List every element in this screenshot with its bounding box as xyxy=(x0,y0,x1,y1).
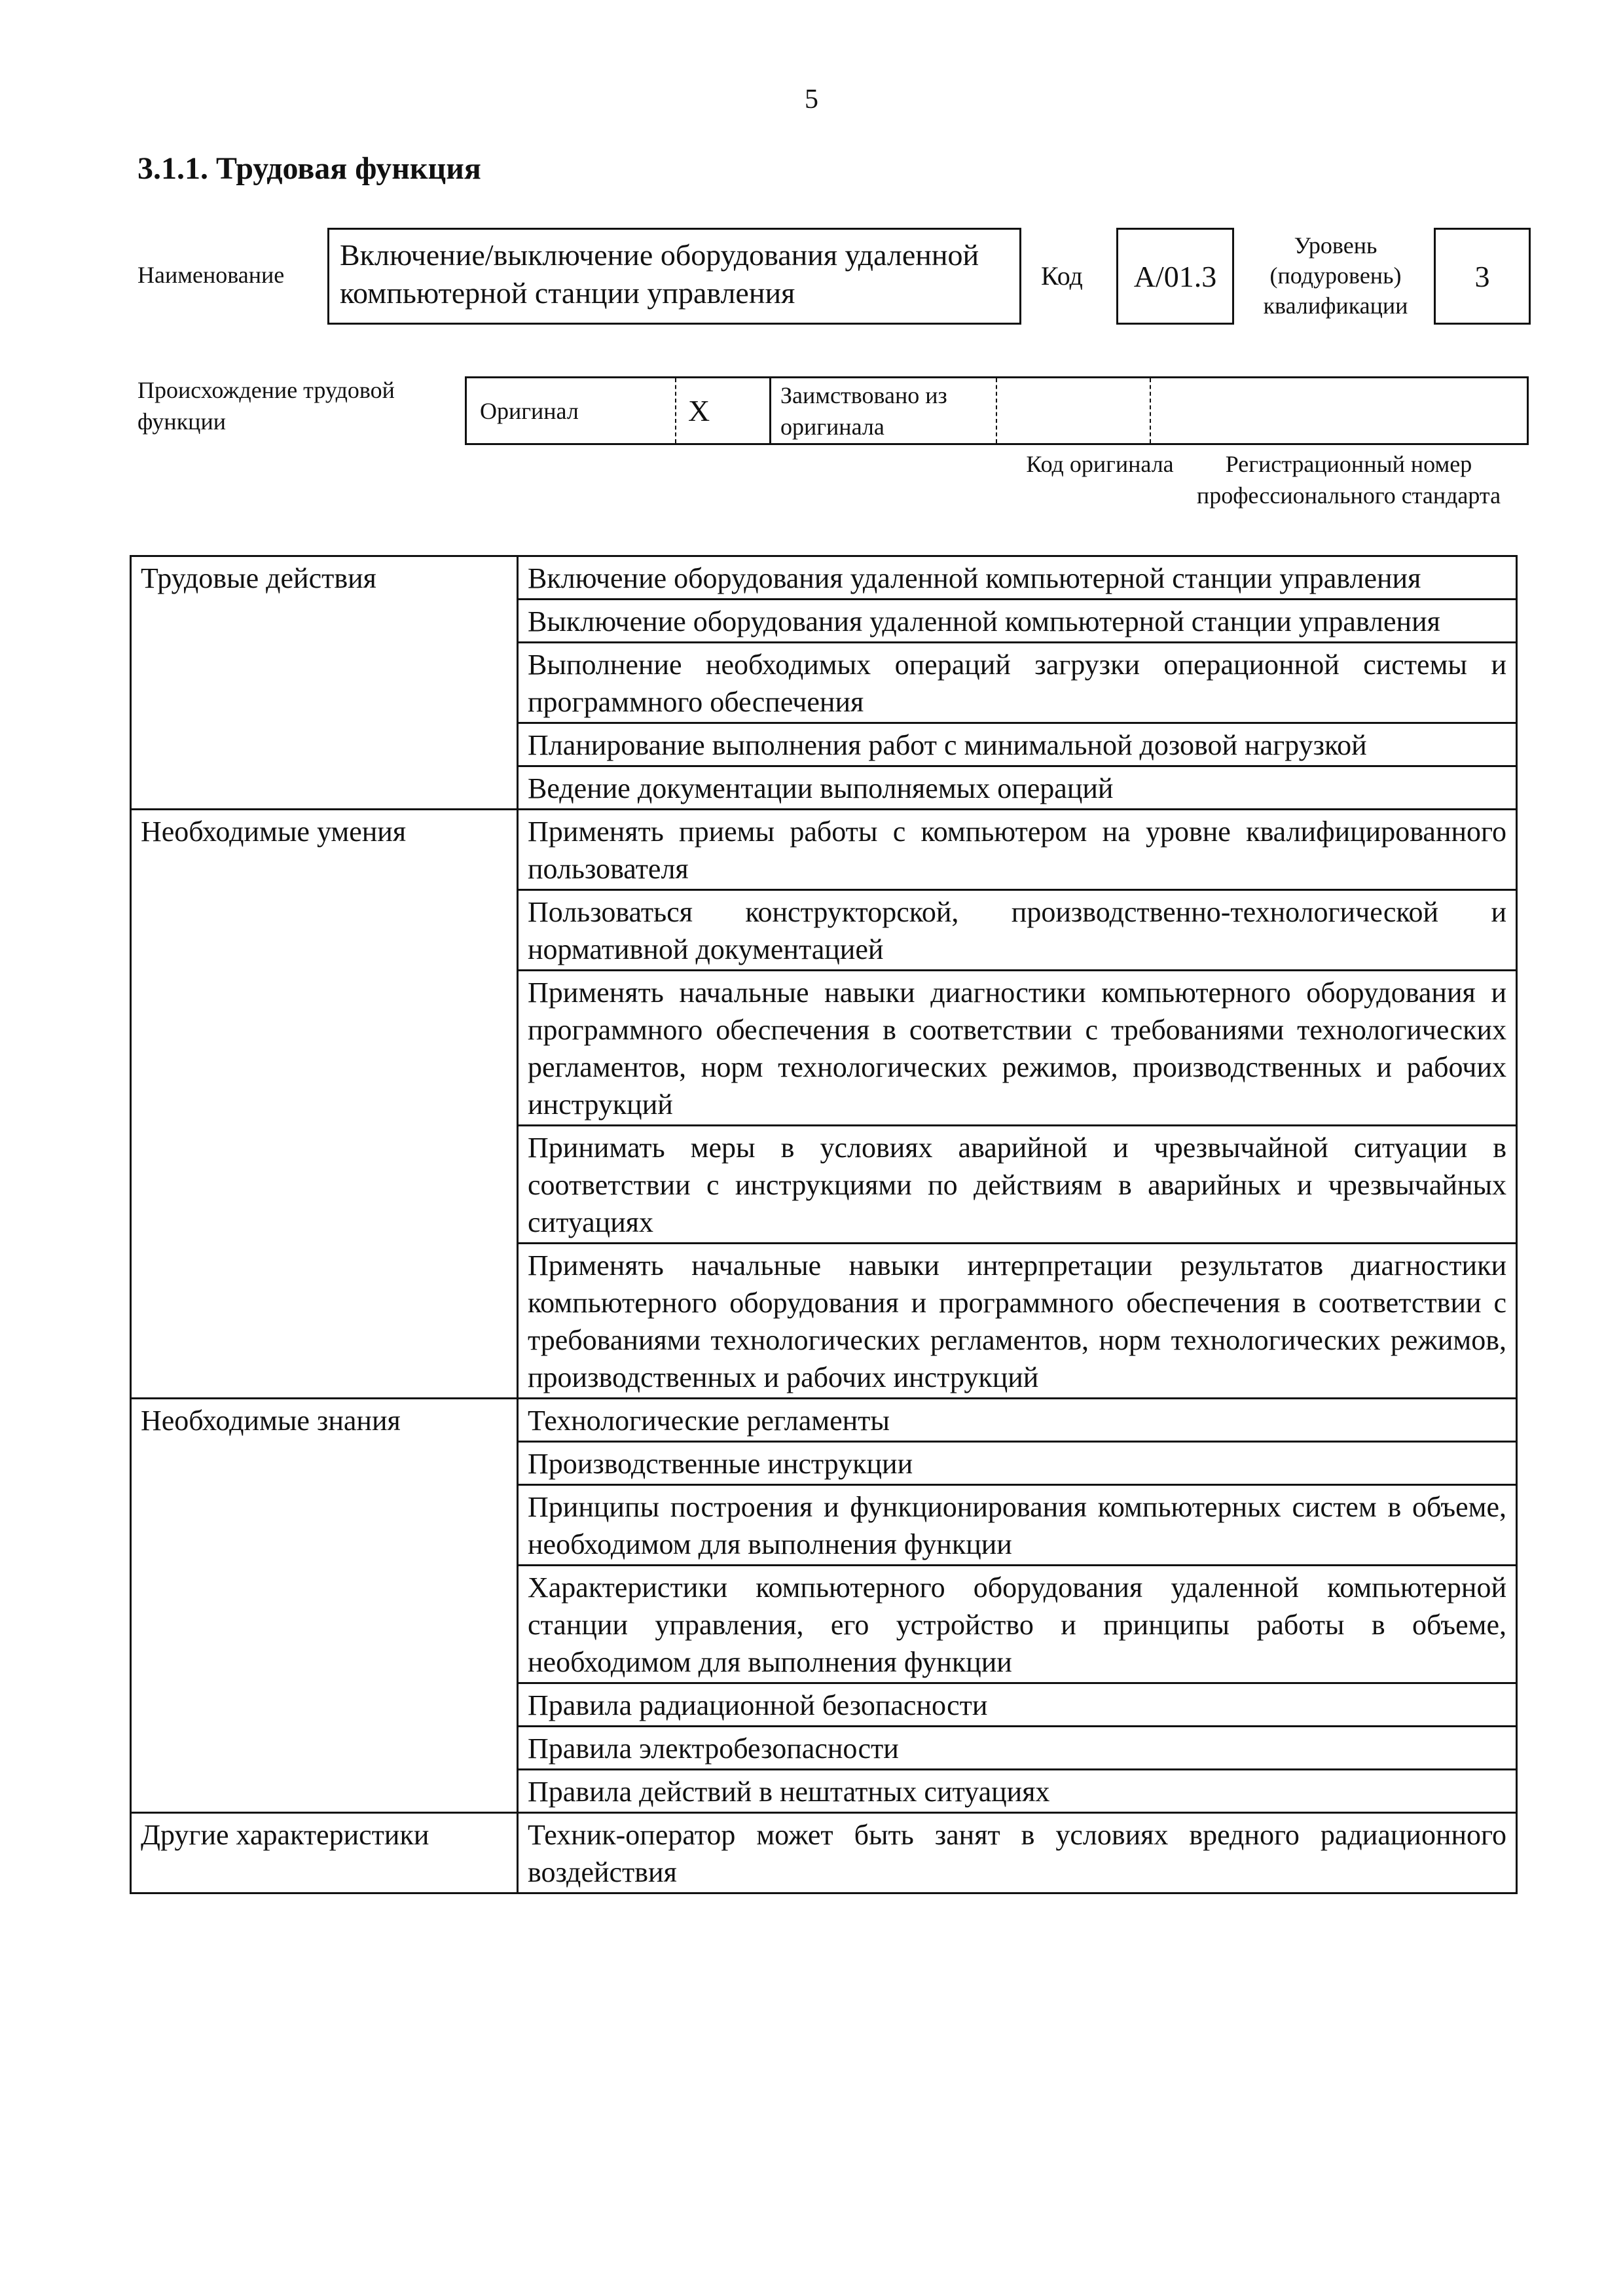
section-item: Технологические регламенты xyxy=(518,1399,1517,1442)
section-item: Включение оборудования удаленной компьютерной станции управления xyxy=(518,556,1517,600)
section-item: Ведение документации выполняемых операций xyxy=(518,766,1517,810)
name-label: Наименование xyxy=(137,262,285,288)
section-category: Другие характеристики xyxy=(131,1813,518,1893)
section-category: Необходимые умения xyxy=(131,810,518,1399)
section-item: Применять начальные навыки диагностики компьютерного оборудования и программного обеспечения в соответствии с требованиями технологических регламентов, норм технологических режимов, производственных и рабочих инструкций xyxy=(518,971,1517,1126)
origin-original-mark: X xyxy=(676,378,771,443)
table-row xyxy=(131,556,1517,600)
level-value: 3 xyxy=(1434,228,1531,325)
section-item: Выполнение необходимых операций загрузки операционной системы и программного обеспечения xyxy=(518,643,1517,723)
section-item: Применять начальные навыки интерпретации результатов диагностики компьютерного оборудования и программного обеспечения в соответствии с требованиями технологических регламентов, норм технологических режимов, производственных и рабочих инструкций xyxy=(518,1244,1517,1399)
section-item: Правила действий в нештатных ситуациях xyxy=(518,1770,1517,1813)
section-item: Техник-оператор может быть занят в условиях вредного радиационного воздействия xyxy=(518,1813,1517,1893)
origin-table xyxy=(465,376,1529,445)
section-category: Трудовые действия xyxy=(131,556,518,810)
section-item: Правила радиационной безопасности xyxy=(518,1683,1517,1727)
section-item: Производственные инструкции xyxy=(518,1442,1517,1485)
section-item: Выключение оборудования удаленной компьютерной станции управления xyxy=(518,600,1517,643)
table-row xyxy=(131,810,1517,890)
table-row xyxy=(131,1813,1517,1893)
origin-borrowed: Заимствовано из оригинала xyxy=(771,378,997,443)
section-item: Применять приемы работы с компьютером на уровне квалифицированного пользователя xyxy=(518,810,1517,890)
section-item: Планирование выполнения работ с минимальной дозовой нагрузкой xyxy=(518,723,1517,766)
origin-reg-caption: Регистрационный номер профессионального стандарта xyxy=(1196,451,1501,509)
page-number: 5 xyxy=(805,84,818,115)
name-value: Включение/выключение оборудования удаленной компьютерной станции управления xyxy=(327,228,1021,325)
section-item: Принимать меры в условиях аварийной и чрезвычайной ситуации в соответствии с инструкциями по действиям в аварийных и чрезвычайных ситуациях xyxy=(518,1126,1517,1244)
code-label: Код xyxy=(1041,261,1083,291)
origin-original: Оригинал xyxy=(467,378,676,443)
origin-reg-cell xyxy=(1151,378,1527,443)
section-title: 3.1.1. Трудовая функция xyxy=(137,151,481,186)
function-table xyxy=(130,555,1518,1894)
section-category: Необходимые знания xyxy=(131,1399,518,1813)
section-item: Правила электробезопасности xyxy=(518,1727,1517,1770)
origin-code-cell xyxy=(997,378,1151,443)
section-item: Пользоваться конструкторской, производственно-технологической и нормативной документацией xyxy=(518,890,1517,971)
origin-code-caption: Код оригинала xyxy=(1026,451,1174,477)
section-item: Характеристики компьютерного оборудования удаленной компьютерной станции управления, его устройство и принципы работы в объеме, необходимом для выполнения функции xyxy=(518,1566,1517,1683)
table-row xyxy=(131,1399,1517,1442)
section-item: Принципы построения и функционирования компьютерных систем в объеме, необходимом для выполнения функции xyxy=(518,1485,1517,1566)
code-value: A/01.3 xyxy=(1116,228,1234,325)
origin-label: Происхождение трудовой функции xyxy=(137,377,395,435)
level-label: Уровень (подуровень) квалификации xyxy=(1263,232,1408,319)
